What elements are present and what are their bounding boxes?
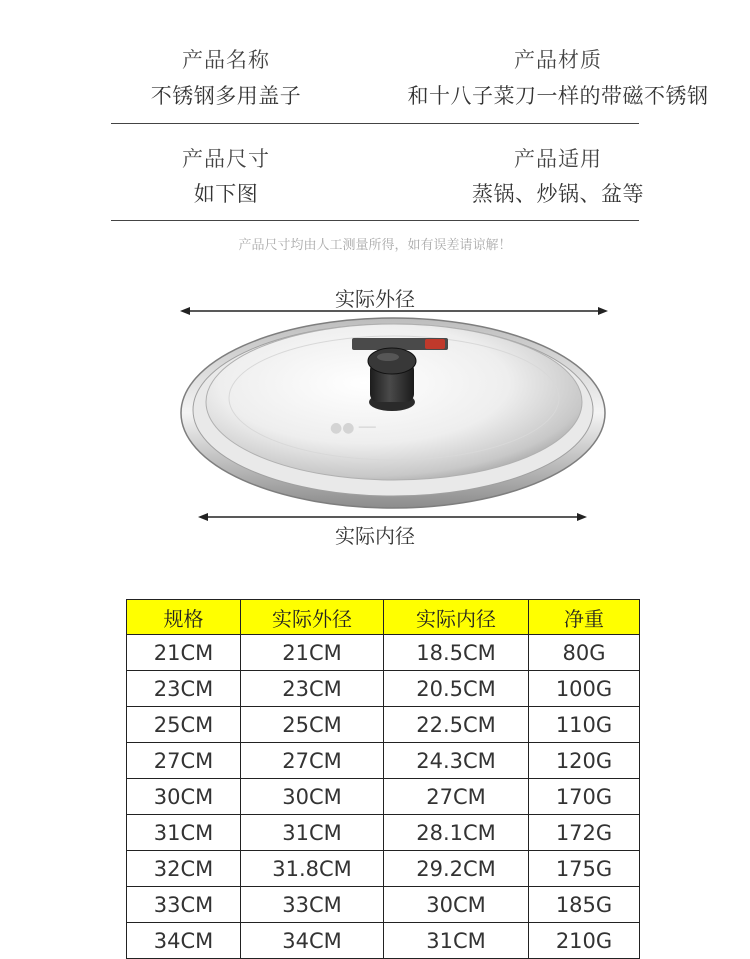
cell-inner: 20.5CM (384, 671, 529, 707)
cell-weight: 210G (529, 923, 640, 959)
cell-outer: 33CM (241, 887, 384, 923)
spec-table (126, 599, 640, 959)
cell-spec: 25CM (127, 707, 241, 743)
header-inner-diameter: 实际内径 (384, 600, 529, 635)
cell-spec: 34CM (127, 923, 241, 959)
table-row (127, 815, 640, 851)
cell-spec: 27CM (127, 743, 241, 779)
size-value: 如下图 (193, 182, 259, 206)
cell-outer: 27CM (241, 743, 384, 779)
cell-weight: 110G (529, 707, 640, 743)
material-label: 产品材质 (514, 48, 602, 72)
table-row (127, 923, 640, 959)
cell-weight: 120G (529, 743, 640, 779)
header-spec: 规格 (127, 600, 241, 635)
cell-inner: 18.5CM (384, 635, 529, 671)
cell-weight: 80G (529, 635, 640, 671)
size-label: 产品尺寸 (182, 147, 270, 171)
svg-text:●● ──: ●● ── (330, 420, 376, 436)
table-row (127, 671, 640, 707)
header-outer-diameter: 实际外径 (241, 600, 384, 635)
cell-outer: 25CM (241, 707, 384, 743)
cell-spec: 30CM (127, 779, 241, 815)
cell-outer: 21CM (241, 635, 384, 671)
cell-inner: 28.1CM (384, 815, 529, 851)
table-row (127, 779, 640, 815)
cell-weight: 172G (529, 815, 640, 851)
cell-inner: 31CM (384, 923, 529, 959)
cell-weight: 170G (529, 779, 640, 815)
inner-arrow (198, 513, 587, 521)
cell-outer: 31.8CM (241, 851, 384, 887)
inner-diameter-label: 实际内径 (335, 524, 415, 548)
cell-outer: 30CM (241, 779, 384, 815)
table-row (127, 851, 640, 887)
usage-label: 产品适用 (514, 147, 602, 171)
cell-spec: 23CM (127, 671, 241, 707)
outer-arrow (180, 307, 608, 315)
cell-inner: 22.5CM (384, 707, 529, 743)
cell-outer: 34CM (241, 923, 384, 959)
header-net-weight: 净重 (529, 600, 640, 635)
table-row (127, 635, 640, 671)
cell-spec: 32CM (127, 851, 241, 887)
cell-spec: 21CM (127, 635, 241, 671)
cell-inner: 24.3CM (384, 743, 529, 779)
table-row (127, 707, 640, 743)
usage-value: 蒸锅、炒锅、盆等 (472, 182, 644, 206)
cell-outer: 31CM (241, 815, 384, 851)
cell-weight: 185G (529, 887, 640, 923)
outer-diameter-label: 实际外径 (335, 287, 415, 311)
cell-weight: 100G (529, 671, 640, 707)
table-row (127, 743, 640, 779)
table-header-row (127, 600, 640, 635)
cell-weight: 175G (529, 851, 640, 887)
table-row (127, 887, 640, 923)
cell-outer: 23CM (241, 671, 384, 707)
name-value: 不锈钢多用盖子 (150, 84, 302, 108)
cell-inner: 27CM (384, 779, 529, 815)
cell-spec: 33CM (127, 887, 241, 923)
measurement-note: 产品尺寸均由人工测量所得，如有误差请谅解！ (238, 238, 512, 253)
material-value: 和十八子菜刀一样的带磁不锈钢 (407, 84, 709, 108)
cell-inner: 30CM (384, 887, 529, 923)
name-label: 产品名称 (182, 48, 270, 72)
cell-inner: 29.2CM (384, 851, 529, 887)
lid-image (181, 318, 605, 508)
cell-spec: 31CM (127, 815, 241, 851)
